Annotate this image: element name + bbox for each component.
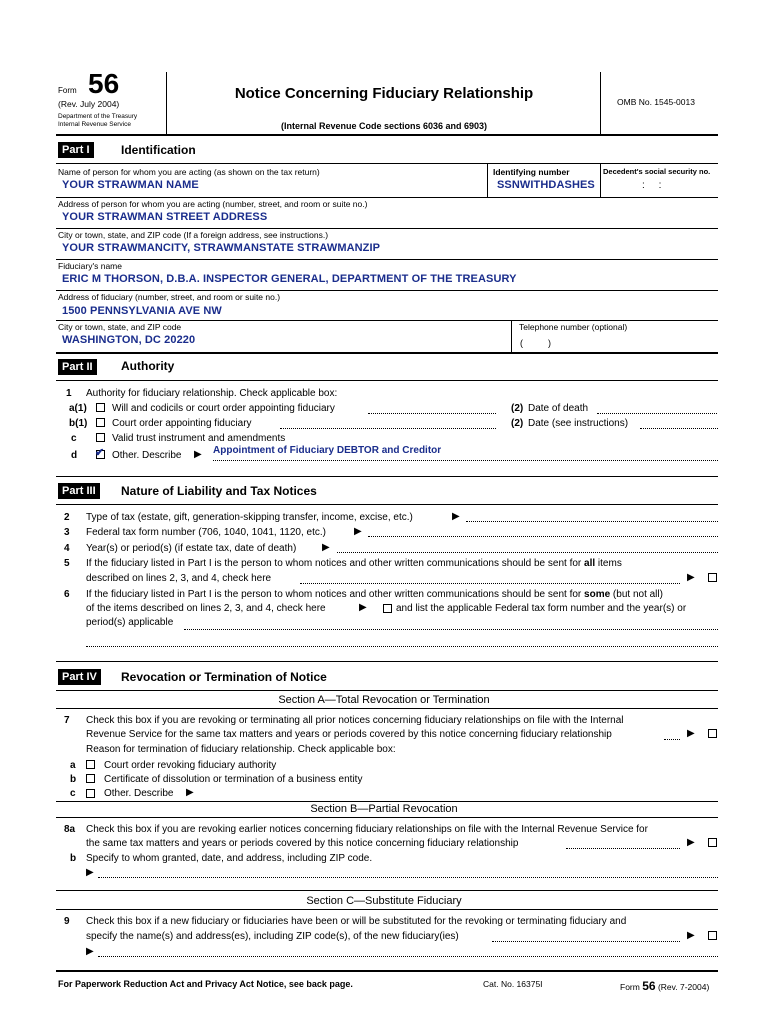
arrow-icon: ▶ xyxy=(687,728,695,739)
tax-form-number-field[interactable] xyxy=(368,536,718,537)
line1a2-number: (2) xyxy=(511,403,524,414)
line7-reason-text: Reason for termination of fiduciary relationship. Check applicable box: xyxy=(86,744,396,755)
line1a-number: a(1) xyxy=(69,403,87,414)
line7-text: Check this box if you are revoking or terminating all prior notices concerning fiduciary relationships on file with the Internal xyxy=(86,715,624,726)
telephone-field[interactable]: ( ) xyxy=(520,338,551,348)
line8a-text: Check this box if you are revoking earlier notices concerning fiduciary relationships on file with the Internal Revenue Service for xyxy=(86,824,648,835)
arrow-icon: ▶ xyxy=(354,526,362,537)
fiduciary-name-field[interactable]: ERIC M THORSON, D.B.A. INSPECTOR GENERAL, DEPARTMENT OF THE TREASURY xyxy=(62,273,517,285)
line9-new-fiduciary-field[interactable] xyxy=(98,956,718,957)
line1c-checkbox[interactable] xyxy=(96,433,105,442)
line9-text: Check this box if a new fiduciary or fiduciaries have been or will be substituted for the revoking or terminating fiduciary and xyxy=(86,916,627,927)
line7-number: 7 xyxy=(64,715,70,726)
part4-title: Revocation or Termination of Notice xyxy=(121,670,327,684)
part4-label: Part IV xyxy=(58,669,101,685)
line4-number: 4 xyxy=(64,543,70,554)
omb-number: OMB No. 1545-0013 xyxy=(617,97,695,107)
arrow-icon: ▶ xyxy=(452,511,460,522)
person-city-field[interactable]: YOUR STRAWMANCITY, STRAWMANSTATE STRAWMANZIP xyxy=(62,242,381,254)
line1d-checkmark: ✔ xyxy=(95,447,105,459)
part1-label: Part I xyxy=(58,142,94,158)
line6-checkbox[interactable] xyxy=(383,604,392,613)
tax-type-field[interactable] xyxy=(466,521,718,522)
line1b2-number: (2) xyxy=(511,418,524,429)
footer-form-id: Form 56 (Rev. 7-2004) xyxy=(620,979,710,993)
line8a-text-cont: the same tax matters and years or periods covered by this notice concerning fiduciary relationship xyxy=(86,838,519,849)
person-name-field[interactable]: YOUR STRAWMAN NAME xyxy=(62,179,199,191)
line7c-text: Other. Describe xyxy=(104,788,174,799)
line6-periods-field[interactable] xyxy=(184,629,718,630)
identifying-number-field[interactable]: SSNWITHDASHES xyxy=(497,179,595,191)
line2-text: Type of tax (estate, gift, generation-skipping transfer, income, excise, etc.) xyxy=(86,512,413,523)
fiduciary-city-label: City or town, state, and ZIP code xyxy=(58,322,182,332)
line5-number: 5 xyxy=(64,558,70,569)
telephone-label: Telephone number (optional) xyxy=(519,322,628,332)
person-city-label: City or town, state, and ZIP code (If a foreign address, see instructions.) xyxy=(58,230,329,240)
line3-text: Federal tax form number (706, 1040, 1041, 1120, etc.) xyxy=(86,527,326,538)
line7a-text: Court order revoking fiduciary authority xyxy=(104,760,277,771)
line6-number: 6 xyxy=(64,589,70,600)
line9-text-cont: specify the name(s) and address(es), including ZIP code(s), of the new fiduciary(ies) xyxy=(86,931,459,942)
line8b-text: Specify to whom granted, date, and address, including ZIP code. xyxy=(86,853,373,864)
part3-label: Part III xyxy=(58,483,100,499)
line7a-checkbox[interactable] xyxy=(86,760,95,769)
form-title: Notice Concerning Fiduciary Relationship xyxy=(234,85,534,102)
line6-text-list: and list the applicable Federal tax form number and the year(s) or xyxy=(396,603,687,614)
revision-date: (Rev. July 2004) xyxy=(58,99,120,109)
fiduciary-address-field[interactable]: 1500 PENNSYLVANIA AVE NW xyxy=(62,305,222,317)
arrow-icon: ▶ xyxy=(86,946,94,957)
line7b-text: Certificate of dissolution or termination of a business entity xyxy=(104,774,363,785)
line1b2-text: Date (see instructions) xyxy=(528,418,629,429)
line6-periods-field-2[interactable] xyxy=(86,646,718,647)
line1a2-text: Date of death xyxy=(528,403,589,414)
decedent-ssn-field[interactable]: : : xyxy=(642,180,662,191)
paperwork-notice: For Paperwork Reduction Act and Privacy Act Notice, see back page. xyxy=(58,979,353,989)
line4-text: Year(s) or period(s) (if estate tax, date of death) xyxy=(86,543,297,554)
arrow-icon: ▶ xyxy=(194,449,202,460)
arrow-icon: ▶ xyxy=(687,930,695,941)
form-subtitle: (Internal Revenue Code sections 6036 and 6903) xyxy=(280,121,488,131)
line5-text: If the fiduciary listed in Part I is the person to whom notices and other written communications should be sent for all items xyxy=(86,558,622,569)
tax-periods-field[interactable] xyxy=(337,552,718,553)
line1a-checkbox[interactable] xyxy=(96,403,105,412)
part1-title: Identification xyxy=(121,143,196,157)
line7b-checkbox[interactable] xyxy=(86,774,95,783)
line6-text: If the fiduciary listed in Part I is the person to whom notices and other written communications should be sent for some (but not all) xyxy=(86,589,663,600)
line7-checkbox[interactable] xyxy=(708,729,717,738)
decedent-ssn-label: Decedent's social security no. xyxy=(603,167,711,176)
part3-title: Nature of Liability and Tax Notices xyxy=(121,484,317,498)
line1b-number: b(1) xyxy=(69,418,88,429)
department-name: Department of the Treasury xyxy=(58,113,138,120)
line1b-text: Court order appointing fiduciary xyxy=(112,418,252,429)
person-name-label: Name of person for whom you are acting (as shown on the tax return) xyxy=(58,167,320,177)
line9-checkbox[interactable] xyxy=(708,931,717,940)
line1d-number: d xyxy=(71,450,78,461)
line7b-number: b xyxy=(70,774,77,785)
form-word: Form xyxy=(58,86,77,95)
line7c-checkbox[interactable] xyxy=(86,789,95,798)
section-b-title: Section B—Partial Revocation xyxy=(310,803,458,815)
line1b-checkbox[interactable] xyxy=(96,418,105,427)
form-header xyxy=(0,0,768,140)
line5-text-cont: described on lines 2, 3, and 4, check here xyxy=(86,573,272,584)
arrow-icon: ▶ xyxy=(687,572,695,583)
date-of-death-field[interactable] xyxy=(597,413,717,414)
line1-number: 1 xyxy=(66,388,72,399)
line1c-text: Valid trust instrument and amendments xyxy=(112,433,286,444)
court-order-date-field[interactable] xyxy=(640,428,718,429)
part2-title: Authority xyxy=(121,359,175,373)
line1c-number: c xyxy=(71,433,77,444)
line1-text: Authority for fiduciary relationship. Check applicable box: xyxy=(86,388,338,399)
line8b-number: b xyxy=(70,853,77,864)
catalog-number: Cat. No. 16375I xyxy=(483,979,543,989)
arrow-icon: ▶ xyxy=(687,837,695,848)
section-c-title: Section C—Substitute Fiduciary xyxy=(306,895,462,907)
line8b-specify-field[interactable] xyxy=(98,877,718,878)
arrow-icon: ▶ xyxy=(359,602,367,613)
line1d-describe-field[interactable]: Appointment of Fiduciary DEBTOR and Creditor xyxy=(213,445,442,456)
form-number: 56 xyxy=(88,68,120,99)
arrow-icon: ▶ xyxy=(322,542,330,553)
agency-name: Internal Revenue Service xyxy=(58,121,131,128)
identifying-number-label: Identifying number xyxy=(493,167,570,177)
line7a-number: a xyxy=(70,760,76,771)
line8a-number: 8a xyxy=(64,824,76,835)
line6-text-period: period(s) applicable xyxy=(86,617,174,628)
fiduciary-city-field[interactable]: WASHINGTON, DC 20220 xyxy=(62,334,196,346)
line6-text-cont: of the items described on lines 2, 3, and 4, check here xyxy=(86,603,326,614)
line5-checkbox[interactable] xyxy=(708,573,717,582)
line3-number: 3 xyxy=(64,527,70,538)
line2-number: 2 xyxy=(64,512,70,523)
fiduciary-address-label: Address of fiduciary (number, street, and room or suite no.) xyxy=(58,292,281,302)
line1d-text: Other. Describe xyxy=(112,450,182,461)
line1a-text: Will and codicils or court order appointing fiduciary xyxy=(112,403,335,414)
arrow-icon: ▶ xyxy=(86,867,94,878)
part2-label: Part II xyxy=(58,359,97,375)
fiduciary-name-label: Fiduciary's name xyxy=(58,261,122,271)
line7c-number: c xyxy=(70,788,76,799)
arrow-icon: ▶ xyxy=(186,787,194,798)
line7-text-cont: Revenue Service for the same tax matters and years or periods covered by this notice concerning fiduciary relationship xyxy=(86,729,612,740)
person-address-label: Address of person for whom you are acting (number, street, and room or suite no.) xyxy=(58,199,368,209)
line9-number: 9 xyxy=(64,916,70,927)
section-a-title: Section A—Total Revocation or Termination xyxy=(278,694,490,706)
line8a-checkbox[interactable] xyxy=(708,838,717,847)
person-address-field[interactable]: YOUR STRAWMAN STREET ADDRESS xyxy=(62,211,268,223)
